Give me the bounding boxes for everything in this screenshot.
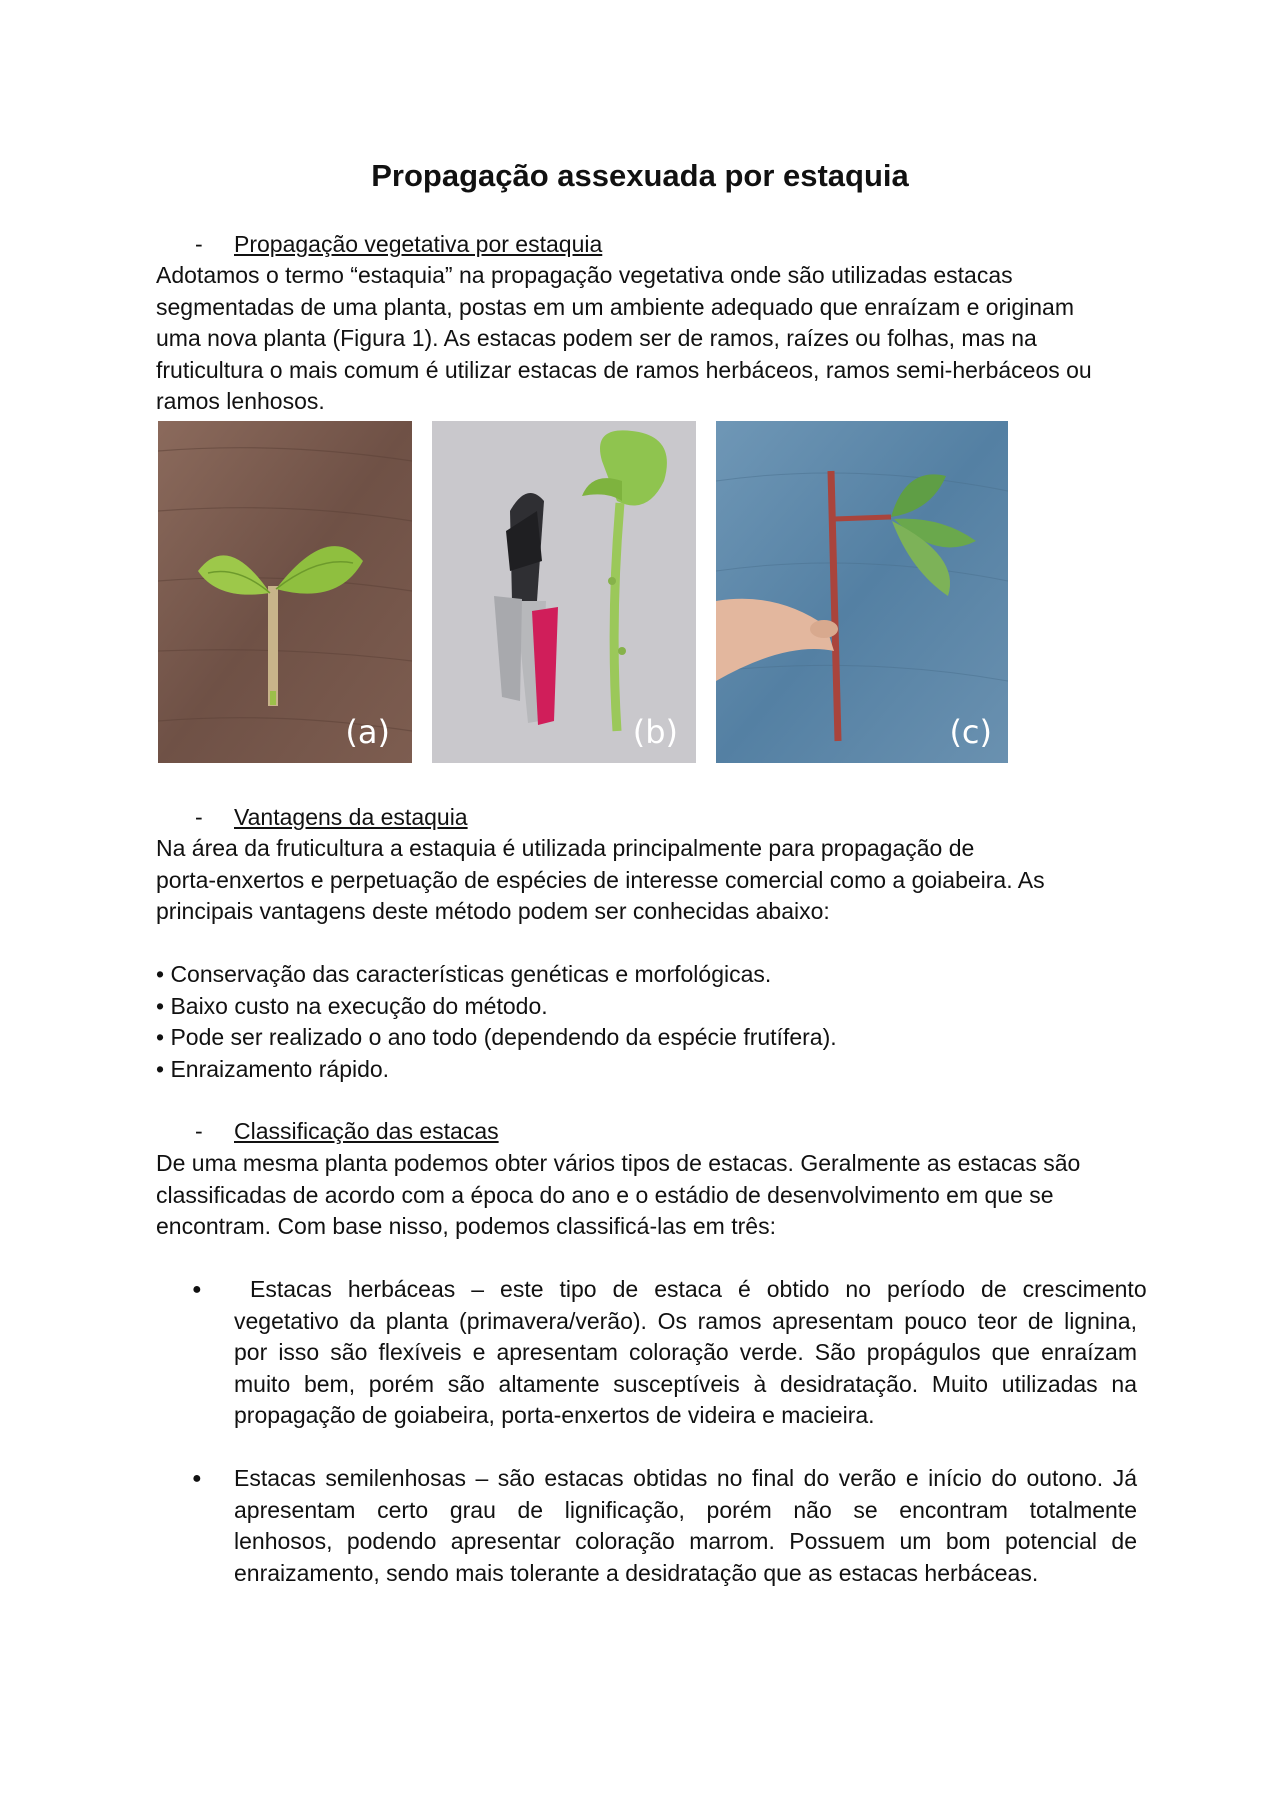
paragraph-vantagens	[156, 833, 1136, 928]
text-line: Estacas herbáceas – este tipo de estaca é obtido no período de crescimento	[234, 1276, 1147, 1302]
list-item-estacas-semilenhosas	[156, 1463, 1136, 1593]
page-title: Propagação assexuada por estaquia	[371, 158, 909, 193]
paragraph-classificacao	[156, 1148, 1136, 1243]
heading-text: Classificação das estacas	[234, 1118, 499, 1144]
figure-photo-a	[158, 421, 412, 763]
figure-photo-b	[432, 421, 696, 763]
text-line: segmentadas de uma planta, postas em um ambiente adequado que enraízam e originam	[156, 293, 1075, 320]
heading-text: Vantagens da estaquia	[234, 804, 468, 830]
text-line: muito bem, porém são altamente susceptíveis à desidratação. Muito utilizadas na	[234, 1370, 1137, 1397]
list-item: • Baixo custo na execução do método.	[156, 992, 548, 1019]
heading-dash: -	[195, 231, 203, 257]
text-line: vegetativo da planta (primavera/verão). Os ramos apresentam pouco teor de lignina,	[234, 1307, 1137, 1334]
text-line: porta-enxertos e perpetuação de espécies de interesse comercial como a goiabeira. As	[156, 866, 1045, 893]
figure-photo-c	[716, 421, 1008, 763]
text-line: Adotamos o termo “estaquia” na propagação vegetativa onde são utilizadas estacas	[156, 262, 1013, 288]
text-line: por isso são flexíveis e apresentam coloração verde. São propágulos que enraízam	[234, 1339, 1137, 1365]
text-line: propagação de goiabeira, porta-enxertos de videira e macieira.	[234, 1402, 875, 1428]
text-line: fruticultura o mais comum é utilizar estacas de ramos herbáceos, ramos semi-herbáceos ou	[156, 356, 1092, 383]
pruning-shears-and-cutting-illustration	[432, 421, 696, 763]
paragraph-estaquia-intro	[156, 260, 1136, 418]
advantages-list	[156, 959, 837, 1085]
heading-dash: -	[195, 1118, 203, 1144]
caption-b: (b)	[632, 713, 678, 751]
list-item: • Pode ser realizado o ano todo (dependendo da espécie frutífera).	[156, 1024, 837, 1050]
text-line: enraizamento, sendo mais tolerante a desidratação que as estacas herbáceas.	[234, 1559, 1039, 1586]
list-item-body	[234, 1274, 1147, 1432]
list-item-estacas-herbaceas	[156, 1274, 1147, 1434]
bullet-marker: ●	[192, 1470, 202, 1487]
text-line: apresentam certo grau de lignificação, porém não se encontram totalmente	[234, 1496, 1137, 1523]
semi-woody-cutting-illustration	[716, 421, 1008, 763]
text-line: lenhosos, podendo apresentar coloração marrom. Possuem um bom potencial de	[234, 1528, 1137, 1554]
text-line: encontram. Com base nisso, podemos classificá-las em três:	[156, 1213, 776, 1239]
list-item: • Conservação das características genéticas e morfológicas.	[156, 961, 772, 987]
list-item: • Enraizamento rápido.	[156, 1055, 390, 1082]
text-line: principais vantagens deste método podem ser conhecidas abaixo:	[156, 898, 830, 924]
text-line: ramos lenhosos.	[156, 388, 325, 414]
bullet-marker: ●	[192, 1281, 202, 1298]
text-line: De uma mesma planta podemos obter vários tipos de estacas. Geralmente as estacas são	[156, 1150, 1081, 1176]
list-item-body	[234, 1463, 1137, 1589]
heading-text: Propagação vegetativa por estaquia	[234, 231, 603, 257]
caption-a: (a)	[345, 713, 390, 751]
caption-c: (c)	[949, 713, 992, 751]
text-line: Estacas semilenhosas – são estacas obtidas no final do verão e início do outono. Já	[234, 1465, 1137, 1491]
herbaceous-cutting-illustration	[158, 421, 412, 763]
heading-dash: -	[195, 804, 203, 830]
text-line: uma nova planta (Figura 1). As estacas podem ser de ramos, raízes ou folhas, mas na	[156, 325, 1037, 351]
text-line: Na área da fruticultura a estaquia é utilizada principalmente para propagação de	[156, 835, 975, 861]
text-line: classificadas de acordo com a época do ano e o estádio de desenvolvimento em que se	[156, 1181, 1054, 1208]
